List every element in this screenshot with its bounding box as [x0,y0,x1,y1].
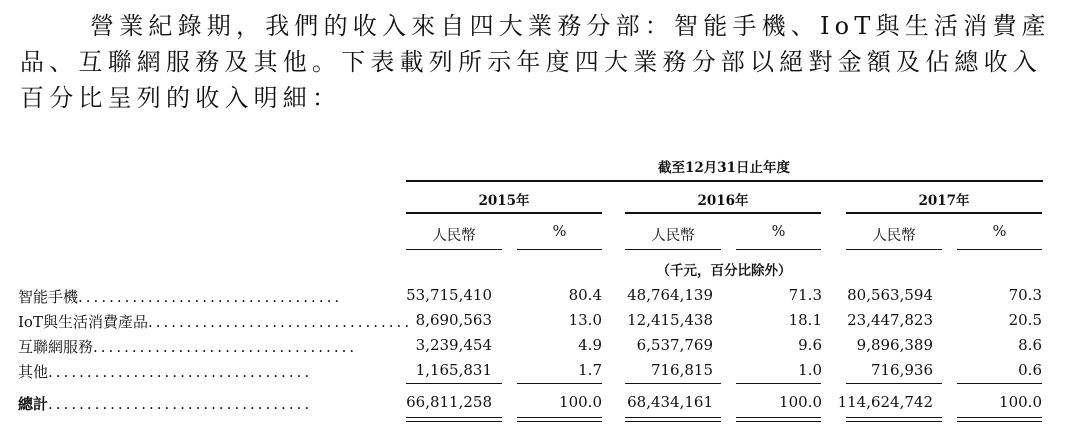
col-rmb-2017: 人民幣 [872,228,916,244]
cell-pct-2017: 8.6 [1018,336,1042,354]
cell-rmb-2015: 53,715,410 [406,286,492,304]
total-rmb-2015: 66,811,258 [406,393,492,411]
cell-rmb-2016: 716,815 [650,361,713,379]
col-rmb-2016: 人民幣 [651,228,695,244]
period-header: 截至12月31日止年度 [657,160,791,176]
cell-pct-2017: 20.5 [1008,311,1042,329]
col-rule [846,249,942,250]
year-2016-header: 2016年 [697,193,749,209]
cell-rmb-2016: 48,764,139 [627,286,713,304]
subtotal-rule [736,383,821,384]
col-rule [736,249,821,250]
col-pct-2016: % [771,224,786,240]
cell-pct-2015: 4.9 [578,336,602,354]
col-rule [625,249,721,250]
row-label: 智能手機.................................. [18,288,343,306]
cell-rmb-2015: 1,165,831 [415,361,492,379]
cell-pct-2015: 1.7 [578,361,602,379]
year-2016-rule [625,212,821,214]
period-rule [406,180,1043,182]
row-label: 其他.................................. [18,363,313,381]
cell-rmb-2017: 716,936 [870,361,933,379]
intro-paragraph: 營業紀錄期，我們的收入來自四大業務分部：智能手機、IoT與生活消費產品、互聯網服務及其他。下表載列所示年度四大業務分部以絕對金額及佔總收入百分比呈列的收入明細： [20,12,1051,112]
cell-rmb-2015: 3,239,454 [415,336,492,354]
total-double-rule [957,417,1042,422]
total-pct-2017: 100.0 [999,393,1042,411]
cell-pct-2017: 70.3 [1008,286,1042,304]
cell-pct-2017: 0.6 [1018,361,1042,379]
total-rmb-2017: 114,624,742 [837,393,933,411]
cell-rmb-2017: 9,896,389 [856,336,933,354]
col-pct-2015: % [552,224,567,240]
col-rmb-2015: 人民幣 [432,228,476,244]
total-label: 總計.................................. [18,395,313,413]
year-2015-header: 2015年 [478,193,530,209]
year-2017-rule [846,212,1042,214]
total-pct-2016: 100.0 [779,393,822,411]
row-label: 互聯網服務.................................. [18,338,358,356]
cell-pct-2016: 71.3 [788,286,822,304]
total-double-rule [517,417,602,422]
total-double-rule [736,417,821,422]
total-double-rule [406,417,502,422]
subtotal-rule [625,383,721,384]
unit-note: （千元，百分比除外） [656,263,792,279]
col-rule [957,249,1042,250]
cell-pct-2016: 9.6 [798,336,822,354]
total-double-rule [625,417,721,422]
year-2015-rule [406,212,602,214]
subtotal-rule [517,383,602,384]
total-double-rule [846,417,942,422]
total-rmb-2016: 68,434,161 [627,393,713,411]
subtotal-rule [846,383,942,384]
cell-pct-2015: 13.0 [568,311,602,329]
cell-pct-2016: 1.0 [798,361,822,379]
subtotal-rule [957,383,1042,384]
cell-rmb-2017: 23,447,823 [847,311,933,329]
cell-rmb-2016: 12,415,438 [627,311,713,329]
subtotal-rule [406,383,502,384]
col-rule [517,249,602,250]
col-pct-2017: % [992,224,1007,240]
cell-rmb-2015: 8,690,563 [415,311,492,329]
cell-rmb-2016: 6,537,769 [636,336,713,354]
cell-pct-2015: 80.4 [568,286,602,304]
cell-rmb-2017: 80,563,594 [847,286,933,304]
cell-pct-2016: 18.1 [788,311,822,329]
row-label: IoT與生活消費產品.................................. [18,313,413,331]
total-pct-2015: 100.0 [559,393,602,411]
col-rule [406,249,502,250]
year-2017-header: 2017年 [918,193,970,209]
